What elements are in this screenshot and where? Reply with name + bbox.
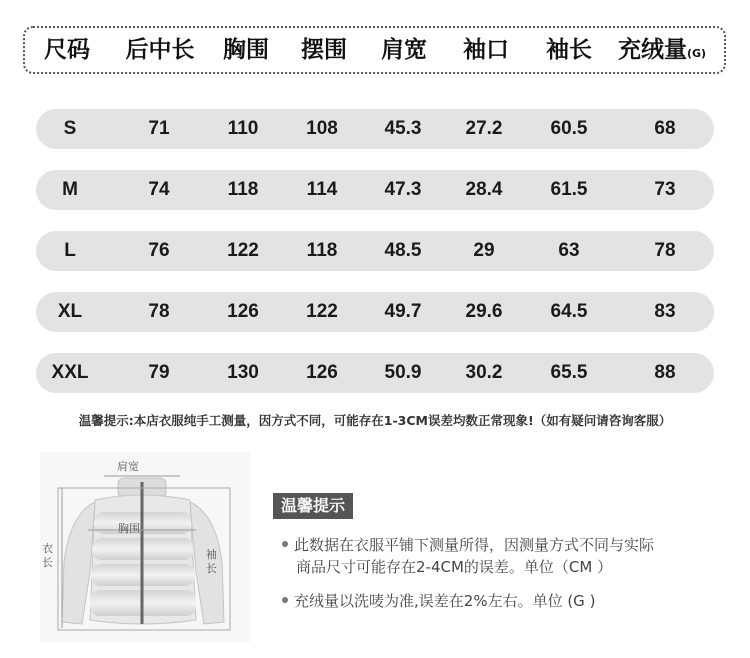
cell-shoulder: 47.3 <box>384 179 422 200</box>
cell-cuff: 29.6 <box>465 301 503 322</box>
bullet-dot <box>282 597 288 603</box>
cell-size: XXL <box>51 362 89 383</box>
cell-sleeve-length: 61.5 <box>550 179 588 200</box>
measurement-note: 温馨提示:本店衣服纯手工测量，因方式不同，可能存在1-3CM误差均数正常现象!（如有疑问请咨询客服） <box>78 413 672 428</box>
jacket-measurement-diagram <box>40 452 250 642</box>
header-chest: 胸围 <box>223 37 269 63</box>
cell-cuff: 30.2 <box>465 362 503 383</box>
header-hem: 摆围 <box>301 37 347 63</box>
header-sleeve-length: 袖长 <box>546 37 592 63</box>
cell-size: L <box>64 240 76 261</box>
tip-down-fill: 充绒量以洗唛为准,误差在2%左右。单位 (G ) <box>282 590 595 612</box>
table-row <box>36 231 714 271</box>
tips-title: 温馨提示 <box>273 493 353 519</box>
cell-sleeve-length: 63 <box>558 240 580 261</box>
header-cuff: 袖口 <box>463 37 509 63</box>
chest-label: 胸围 <box>118 522 140 535</box>
cell-cuff: 27.2 <box>465 118 503 139</box>
cell-down-fill: 78 <box>654 240 676 261</box>
tip-measurement: 此数据在衣服平铺下测量所得，因测量方式不同与实际 商品尺寸可能存在2-4CM的误差。单位（CM ） <box>282 534 654 578</box>
cell-hem: 108 <box>306 118 338 139</box>
table-row <box>36 109 714 149</box>
cell-sleeve-length: 60.5 <box>550 118 588 139</box>
cell-back-length: 74 <box>148 179 170 200</box>
cell-back-length: 76 <box>148 240 170 261</box>
cell-size: M <box>62 179 78 200</box>
cell-shoulder: 45.3 <box>384 118 422 139</box>
cell-hem: 114 <box>306 179 338 200</box>
cell-hem: 126 <box>306 362 338 383</box>
header-size: 尺码 <box>44 37 90 63</box>
shoulder-width-label: 肩宽 <box>117 460 139 473</box>
cell-shoulder: 48.5 <box>384 240 422 261</box>
cell-chest: 118 <box>227 179 259 200</box>
sleeve-length-label: 袖 长 <box>206 548 217 575</box>
cell-chest: 122 <box>227 240 259 261</box>
cell-back-length: 79 <box>148 362 170 383</box>
cell-down-fill: 83 <box>654 301 676 322</box>
bullet-dot <box>282 541 288 547</box>
cell-shoulder: 49.7 <box>384 301 422 322</box>
size-table-header <box>23 26 726 74</box>
cell-hem: 118 <box>306 240 338 261</box>
cell-size: XL <box>57 301 83 322</box>
body-length-label: 衣 长 <box>42 542 53 569</box>
header-down-fill-unit: (G) <box>686 47 707 60</box>
cell-cuff: 28.4 <box>465 179 503 200</box>
table-row <box>36 353 714 393</box>
cell-down-fill: 88 <box>654 362 676 383</box>
cell-back-length: 71 <box>148 118 170 139</box>
cell-back-length: 78 <box>148 301 170 322</box>
jacket-illustration <box>40 452 250 642</box>
header-shoulder: 肩宽 <box>381 37 427 63</box>
header-back-length: 后中长 <box>125 37 195 63</box>
table-row <box>36 292 714 332</box>
header-down-fill: 充绒量(G) <box>617 37 707 63</box>
cell-chest: 126 <box>227 301 259 322</box>
cell-hem: 122 <box>306 301 338 322</box>
cell-chest: 130 <box>227 362 259 383</box>
cell-down-fill: 73 <box>654 179 676 200</box>
cell-shoulder: 50.9 <box>384 362 422 383</box>
cell-sleeve-length: 65.5 <box>550 362 588 383</box>
cell-sleeve-length: 64.5 <box>550 301 588 322</box>
cell-down-fill: 68 <box>654 118 676 139</box>
cell-cuff: 29 <box>473 240 495 261</box>
cell-chest: 110 <box>227 118 259 139</box>
table-row <box>36 170 714 210</box>
cell-size: S <box>63 118 77 139</box>
